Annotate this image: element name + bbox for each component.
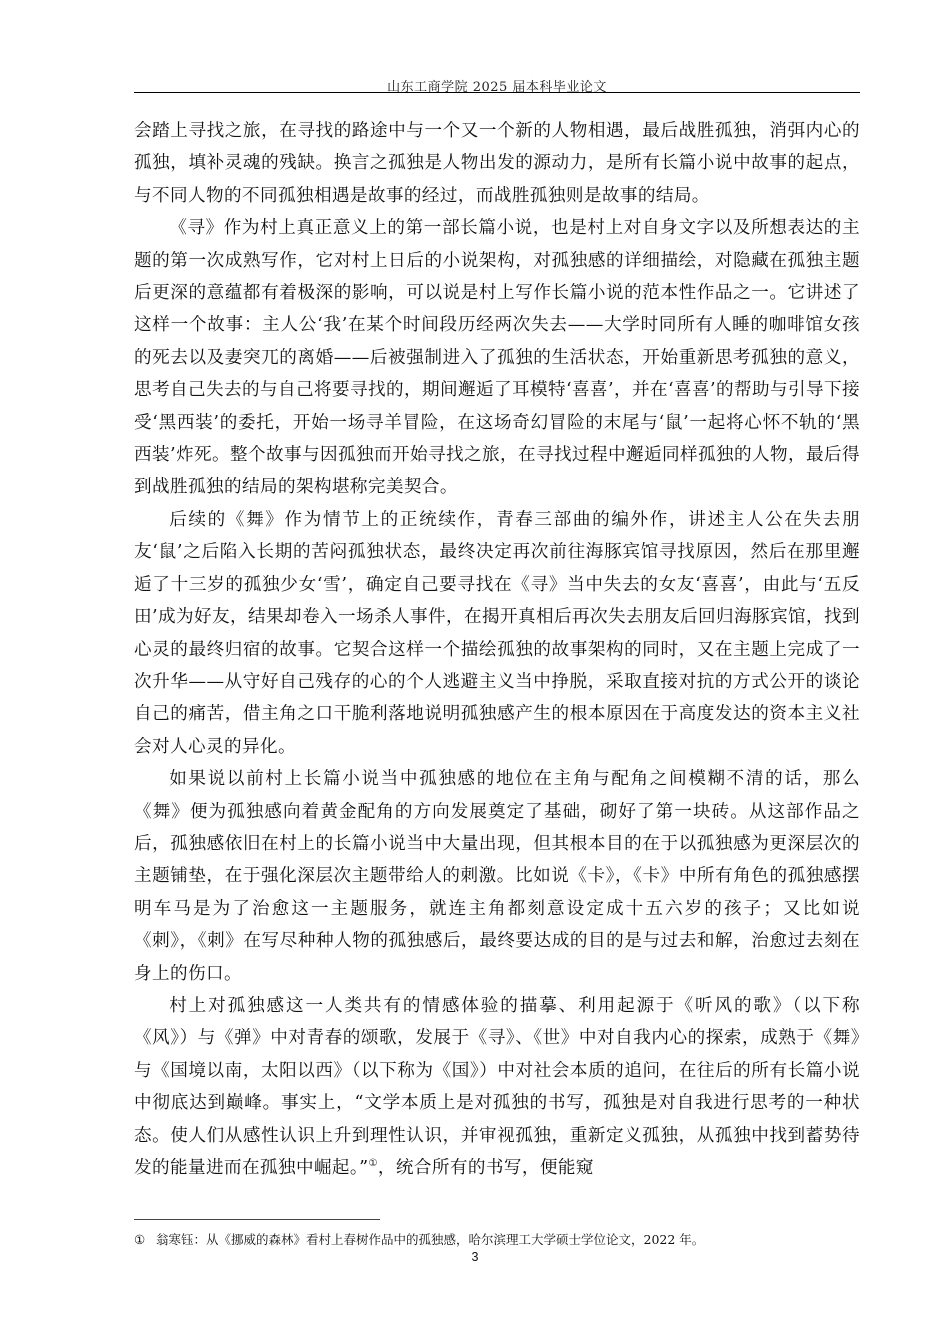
footnote-reference[interactable]: ① (368, 1158, 378, 1170)
paragraph-2: 《寻》作为村上真正意义上的第一部长篇小说，也是村上对自身文字以及所想表达的主题的第一次成熟写作，它对村上日后的小说架构，对孤独感的详细描绘，对隐藏在孤独主题后更深的意蕴都有着极深的影响，可以说是村上写作长篇小说的范本性作品之一。它讲述了这样一个故事：主人公‘我’在某个时间段历经两次失去——大学时同所有人睡的咖啡馆女孩的死去以及妻突兀的离婚——后被强制进入了孤独的生活状态，开始重新思考孤独的意义，思考自己失去的与自己将要寻找的，期间邂逅了耳模特‘喜喜’，并在‘喜喜’的帮助与引导下接受‘黑西装’的委托，开始一场寻羊冒险，在这场奇幻冒险的末尾与‘鼠’一起将心怀不轨的‘黑西装’炸死。整个故事与因孤独而开始寻找之旅，在寻找过程中邂逅同样孤独的人物，最后得到战胜孤独的结局的架构堪称完美契合。 (134, 218, 860, 498)
paragraph-1: 会踏上寻找之旅，在寻找的路途中与一个又一个新的人物相遇，最后战胜孤独，消弭内心的孤独，填补灵魂的残缺。换言之孤独是人物出发的源动力，是所有长篇小说中故事的起点，与不同人物的不同孤独相遇是故事的经过，而战胜孤独则是故事的结局。 (134, 121, 860, 206)
footnote (134, 1230, 860, 1248)
paragraph-5-text: 村上对孤独感这一人类共有的情感体验的描摹、利用起源于《听风的歌》（以下称《风》）与《弹》中对青春的颂歌，发展于《寻》、《世》中对自我内心的探索，成熟于《舞》与《国境以南，太阳以西》（以下称为《国》）中对社会本质的追问，在往后的所有长篇小说中彻底达到巅峰。事实上，“文学本质上是对孤独的书写，孤独是对自我进行思考的一种状态。使人们从感性认识上升到理性认识，并审视孤独，重新定义孤独，从孤独中找到蓄势待发的能量进而在孤独中崛起。” (134, 995, 860, 1178)
page-number: 3 (471, 1250, 479, 1264)
running-header: 山东工商学院 2025 届本科毕业论文 (387, 80, 607, 95)
header-rule (134, 92, 860, 93)
paragraph-3: 后续的《舞》作为情节上的正统续作，青春三部曲的编外作，讲述主人公在失去朋友‘鼠’之后陷入长期的苦闷孤独状态，最终决定再次前往海豚宾馆寻找原因，然后在那里邂逅了十三岁的孤独少女‘雪’，确定自己要寻找在《寻》当中失去的女友‘喜喜’，由此与‘五反田’成为好友，结果却卷入一场杀人事件，在揭开真相后再次失去朋友后回归海豚宾馆，找到心灵的最终归宿的故事。它契合这样一个描绘孤独的故事架构的同时，又在主题上完成了一次升华——从守好自己残存的心的个人逃避主义当中挣脱，采取直接对抗的方式公开的谈论自己的痛苦，借主角之口干脆利落地说明孤独感产生的根本原因在于高度发达的资本主义社会对人心灵的异化。 (134, 509, 860, 757)
footnote-rule (134, 1219, 380, 1220)
paragraph-4: 如果说以前村上长篇小说当中孤独感的地位在主角与配角之间模糊不清的话，那么《舞》便为孤独感向着黄金配角的方向发展奠定了基础，砌好了第一块砖。从这部作品之后，孤独感依旧在村上的长篇小说当中大量出现，但其根本目的在于以孤独感为更深层次的主题铺垫，在于强化深层次主题带给人的刺激。比如说《卡》，《卡》中所有角色的孤独感摆明车马是为了治愈这一主题服务，就连主角都刻意设定成十五六岁的孩子；又比如说《刺》，《刺》在写尽种种人物的孤独感后，最终要达成的目的是与过去和解，治愈过去刻在身上的伤口。 (134, 769, 860, 984)
body-text (134, 115, 860, 1184)
paragraph-5 (134, 990, 860, 1184)
footnote-text: 翁寒钰：从《挪威的森林》看村上春树作品中的孤独感，哈尔滨理工大学硕士学位论文，2022 年。 (156, 1232, 705, 1247)
footnote-mark: ① (134, 1232, 146, 1247)
paragraph-5-tail: ，统合所有的书写，便能窥 (377, 1158, 594, 1178)
